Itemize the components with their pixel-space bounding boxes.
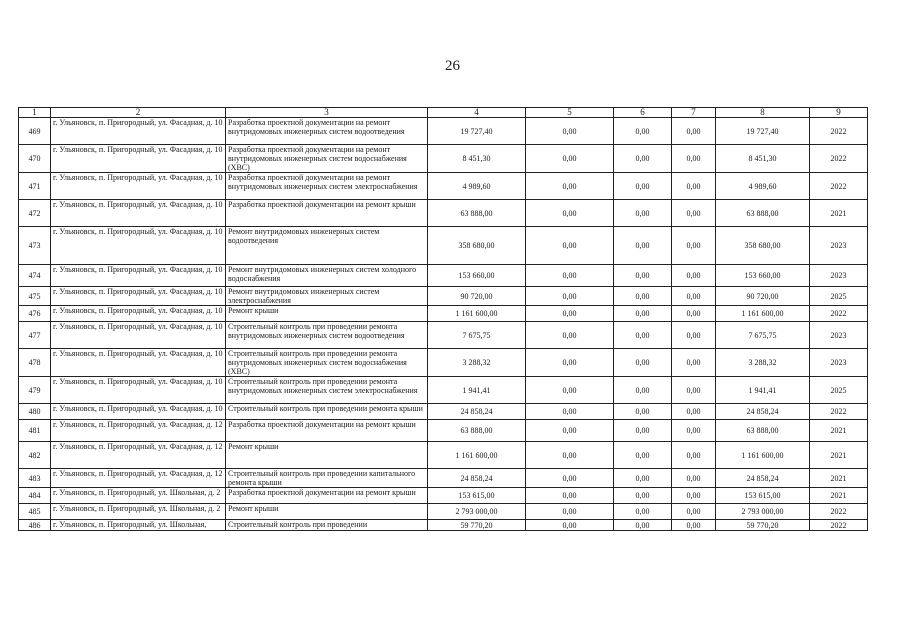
value-cell-7: 0,00 — [672, 469, 716, 488]
owner-funds-cell: 24 858,24 — [716, 404, 810, 420]
total-cost-cell: 90 720,00 — [428, 287, 526, 306]
owner-funds-cell: 153 660,00 — [716, 265, 810, 287]
total-cost-cell: 24 858,24 — [428, 469, 526, 488]
total-cost-cell: 1 161 600,00 — [428, 306, 526, 322]
value-cell-6: 0,00 — [614, 420, 672, 442]
column-header: 3 — [226, 108, 428, 118]
table-row — [19, 520, 868, 531]
value-cell-5: 0,00 — [526, 145, 614, 173]
value-cell-5: 0,00 — [526, 306, 614, 322]
row-number: 477 — [19, 322, 51, 349]
year-cell: 2023 — [810, 265, 868, 287]
value-cell-5: 0,00 — [526, 504, 614, 520]
year-cell: 2021 — [810, 420, 868, 442]
work-type-cell: Строительный контроль при проведении ремонта внутридомовых инженерных систем водоснабжения (ХВС) — [226, 349, 428, 377]
total-cost-cell: 1 161 600,00 — [428, 442, 526, 469]
row-number: 476 — [19, 306, 51, 322]
column-header: 2 — [51, 108, 226, 118]
year-cell: 2021 — [810, 488, 868, 504]
value-cell-6: 0,00 — [614, 442, 672, 469]
row-number: 486 — [19, 520, 51, 531]
value-cell-6: 0,00 — [614, 200, 672, 227]
value-cell-7: 0,00 — [672, 504, 716, 520]
row-number: 483 — [19, 469, 51, 488]
row-number: 480 — [19, 404, 51, 420]
column-header: 6 — [614, 108, 672, 118]
value-cell-5: 0,00 — [526, 442, 614, 469]
value-cell-7: 0,00 — [672, 420, 716, 442]
row-number: 484 — [19, 488, 51, 504]
value-cell-5: 0,00 — [526, 265, 614, 287]
total-cost-cell: 153 615,00 — [428, 488, 526, 504]
value-cell-7: 0,00 — [672, 145, 716, 173]
year-cell: 2022 — [810, 145, 868, 173]
year-cell: 2022 — [810, 173, 868, 200]
total-cost-cell: 24 858,24 — [428, 404, 526, 420]
work-type-cell: Строительный контроль при проведении ремонта внутридомовых инженерных систем водоотведения — [226, 322, 428, 349]
column-header: 4 — [428, 108, 526, 118]
value-cell-6: 0,00 — [614, 173, 672, 200]
year-cell: 2022 — [810, 404, 868, 420]
owner-funds-cell: 4 989,60 — [716, 173, 810, 200]
address-cell: г. Ульяновск, п. Пригородный, ул. Фасадная, д. 12 — [51, 469, 226, 488]
table-row — [19, 377, 868, 404]
value-cell-7: 0,00 — [672, 442, 716, 469]
value-cell-7: 0,00 — [672, 227, 716, 265]
table-row — [19, 265, 868, 287]
value-cell-7: 0,00 — [672, 322, 716, 349]
owner-funds-cell: 1 941,41 — [716, 377, 810, 404]
table-row — [19, 504, 868, 520]
table-row — [19, 469, 868, 488]
year-cell: 2022 — [810, 520, 868, 531]
total-cost-cell: 2 793 000,00 — [428, 504, 526, 520]
work-type-cell: Разработка проектной документации на ремонт внутридомовых инженерных систем водоснабжения (ХВС) — [226, 145, 428, 173]
address-cell: г. Ульяновск, п. Пригородный, ул. Фасадная, д. 10 — [51, 377, 226, 404]
column-number-row — [19, 108, 868, 118]
value-cell-5: 0,00 — [526, 322, 614, 349]
value-cell-5: 0,00 — [526, 118, 614, 145]
address-cell: г. Ульяновск, п. Пригородный, ул. Фасадная, д. 12 — [51, 420, 226, 442]
column-header: 8 — [716, 108, 810, 118]
work-type-cell: Строительный контроль при проведении ремонта внутридомовых инженерных систем электроснабжения — [226, 377, 428, 404]
column-header: 1 — [19, 108, 51, 118]
address-cell: г. Ульяновск, п. Пригородный, ул. Фасадная, д. 10 — [51, 118, 226, 145]
owner-funds-cell: 63 888,00 — [716, 200, 810, 227]
year-cell: 2022 — [810, 118, 868, 145]
value-cell-7: 0,00 — [672, 173, 716, 200]
value-cell-6: 0,00 — [614, 520, 672, 531]
owner-funds-cell: 3 288,32 — [716, 349, 810, 377]
value-cell-5: 0,00 — [526, 469, 614, 488]
value-cell-6: 0,00 — [614, 227, 672, 265]
table-row — [19, 200, 868, 227]
value-cell-5: 0,00 — [526, 287, 614, 306]
table-row — [19, 227, 868, 265]
total-cost-cell: 4 989,60 — [428, 173, 526, 200]
table-row — [19, 173, 868, 200]
value-cell-6: 0,00 — [614, 265, 672, 287]
column-header: 5 — [526, 108, 614, 118]
work-type-cell: Разработка проектной документации на ремонт крыши — [226, 420, 428, 442]
work-type-cell: Разработка проектной документации на ремонт внутридомовых инженерных систем электроснабжения — [226, 173, 428, 200]
value-cell-7: 0,00 — [672, 287, 716, 306]
owner-funds-cell: 1 161 600,00 — [716, 442, 810, 469]
address-cell: г. Ульяновск, п. Пригородный, ул. Школьная, д. 2 — [51, 488, 226, 504]
value-cell-6: 0,00 — [614, 118, 672, 145]
work-type-cell: Ремонт крыши — [226, 442, 428, 469]
row-number: 473 — [19, 227, 51, 265]
address-cell: г. Ульяновск, п. Пригородный, ул. Фасадная, д. 10 — [51, 145, 226, 173]
year-cell: 2023 — [810, 349, 868, 377]
total-cost-cell: 8 451,30 — [428, 145, 526, 173]
address-cell: г. Ульяновск, п. Пригородный, ул. Фасадная, д. 10 — [51, 306, 226, 322]
total-cost-cell: 153 660,00 — [428, 265, 526, 287]
owner-funds-cell: 59 770,20 — [716, 520, 810, 531]
owner-funds-cell: 2 793 000,00 — [716, 504, 810, 520]
total-cost-cell: 63 888,00 — [428, 420, 526, 442]
row-number: 478 — [19, 349, 51, 377]
table-row — [19, 349, 868, 377]
value-cell-6: 0,00 — [614, 488, 672, 504]
table-row — [19, 287, 868, 306]
owner-funds-cell: 24 858,24 — [716, 469, 810, 488]
value-cell-7: 0,00 — [672, 377, 716, 404]
row-number: 469 — [19, 118, 51, 145]
year-cell: 2021 — [810, 469, 868, 488]
total-cost-cell: 3 288,32 — [428, 349, 526, 377]
value-cell-6: 0,00 — [614, 469, 672, 488]
value-cell-6: 0,00 — [614, 322, 672, 349]
value-cell-5: 0,00 — [526, 173, 614, 200]
address-cell: г. Ульяновск, п. Пригородный, ул. Фасадная, д. 10 — [51, 349, 226, 377]
value-cell-7: 0,00 — [672, 118, 716, 145]
value-cell-7: 0,00 — [672, 488, 716, 504]
value-cell-7: 0,00 — [672, 520, 716, 531]
value-cell-5: 0,00 — [526, 420, 614, 442]
value-cell-5: 0,00 — [526, 520, 614, 531]
value-cell-5: 0,00 — [526, 349, 614, 377]
value-cell-7: 0,00 — [672, 349, 716, 377]
work-type-cell: Разработка проектной документации на ремонт крыши — [226, 488, 428, 504]
value-cell-7: 0,00 — [672, 265, 716, 287]
table-row — [19, 488, 868, 504]
column-header: 9 — [810, 108, 868, 118]
value-cell-7: 0,00 — [672, 200, 716, 227]
table-row — [19, 145, 868, 173]
row-number: 475 — [19, 287, 51, 306]
value-cell-5: 0,00 — [526, 227, 614, 265]
value-cell-6: 0,00 — [614, 287, 672, 306]
work-type-cell: Строительный контроль при проведении ремонта крыши — [226, 404, 428, 420]
work-type-cell: Ремонт крыши — [226, 504, 428, 520]
year-cell: 2025 — [810, 287, 868, 306]
address-cell: г. Ульяновск, п. Пригородный, ул. Фасадная, д. 12 — [51, 442, 226, 469]
table-row — [19, 420, 868, 442]
value-cell-6: 0,00 — [614, 404, 672, 420]
row-number: 470 — [19, 145, 51, 173]
owner-funds-cell: 7 675,75 — [716, 322, 810, 349]
value-cell-7: 0,00 — [672, 404, 716, 420]
total-cost-cell: 358 680,00 — [428, 227, 526, 265]
capital-repair-table — [18, 107, 868, 531]
owner-funds-cell: 358 680,00 — [716, 227, 810, 265]
table-row — [19, 306, 868, 322]
year-cell: 2022 — [810, 306, 868, 322]
column-header: 7 — [672, 108, 716, 118]
address-cell: г. Ульяновск, п. Пригородный, ул. Фасадная, д. 10 — [51, 287, 226, 306]
value-cell-6: 0,00 — [614, 145, 672, 173]
row-number: 481 — [19, 420, 51, 442]
work-type-cell: Разработка проектной документации на ремонт внутридомовых инженерных систем водоотведения — [226, 118, 428, 145]
table-row — [19, 404, 868, 420]
work-type-cell: Ремонт крыши — [226, 306, 428, 322]
year-cell: 2022 — [810, 504, 868, 520]
owner-funds-cell: 8 451,30 — [716, 145, 810, 173]
total-cost-cell: 19 727,40 — [428, 118, 526, 145]
year-cell: 2025 — [810, 377, 868, 404]
table-row — [19, 442, 868, 469]
year-cell: 2023 — [810, 227, 868, 265]
work-type-cell: Разработка проектной документации на ремонт крыши — [226, 200, 428, 227]
value-cell-5: 0,00 — [526, 404, 614, 420]
address-cell: г. Ульяновск, п. Пригородный, ул. Фасадная, д. 10 — [51, 173, 226, 200]
work-type-cell: Строительный контроль при проведении — [226, 520, 428, 531]
year-cell: 2023 — [810, 322, 868, 349]
owner-funds-cell: 1 161 600,00 — [716, 306, 810, 322]
value-cell-6: 0,00 — [614, 377, 672, 404]
address-cell: г. Ульяновск, п. Пригородный, ул. Фасадная, д. 10 — [51, 322, 226, 349]
year-cell: 2021 — [810, 442, 868, 469]
table-row — [19, 118, 868, 145]
row-number: 482 — [19, 442, 51, 469]
row-number: 485 — [19, 504, 51, 520]
row-number: 479 — [19, 377, 51, 404]
address-cell: г. Ульяновск, п. Пригородный, ул. Фасадная, д. 10 — [51, 265, 226, 287]
owner-funds-cell: 19 727,40 — [716, 118, 810, 145]
work-type-cell: Строительный контроль при проведении капитального ремонта крыши — [226, 469, 428, 488]
year-cell: 2021 — [810, 200, 868, 227]
value-cell-5: 0,00 — [526, 488, 614, 504]
table-row — [19, 322, 868, 349]
value-cell-6: 0,00 — [614, 349, 672, 377]
address-cell: г. Ульяновск, п. Пригородный, ул. Фасадная, д. 10 — [51, 404, 226, 420]
address-cell: г. Ульяновск, п. Пригородный, ул. Школьная, — [51, 520, 226, 531]
total-cost-cell: 59 770,20 — [428, 520, 526, 531]
page-number: 26 — [445, 58, 460, 74]
work-type-cell: Ремонт внутридомовых инженерных систем холодного водоснабжения — [226, 265, 428, 287]
value-cell-7: 0,00 — [672, 306, 716, 322]
row-number: 471 — [19, 173, 51, 200]
address-cell: г. Ульяновск, п. Пригородный, ул. Фасадная, д. 10 — [51, 200, 226, 227]
work-type-cell: Ремонт внутридомовых инженерных систем водоотведения — [226, 227, 428, 265]
row-number: 472 — [19, 200, 51, 227]
address-cell: г. Ульяновск, п. Пригородный, ул. Фасадная, д. 10 — [51, 227, 226, 265]
owner-funds-cell: 63 888,00 — [716, 420, 810, 442]
owner-funds-cell: 90 720,00 — [716, 287, 810, 306]
total-cost-cell: 63 888,00 — [428, 200, 526, 227]
total-cost-cell: 1 941,41 — [428, 377, 526, 404]
address-cell: г. Ульяновск, п. Пригородный, ул. Школьная, д. 2 — [51, 504, 226, 520]
work-type-cell: Ремонт внутридомовых инженерных систем электроснабжения — [226, 287, 428, 306]
owner-funds-cell: 153 615,00 — [716, 488, 810, 504]
value-cell-6: 0,00 — [614, 306, 672, 322]
value-cell-6: 0,00 — [614, 504, 672, 520]
row-number: 474 — [19, 265, 51, 287]
total-cost-cell: 7 675,75 — [428, 322, 526, 349]
value-cell-5: 0,00 — [526, 200, 614, 227]
value-cell-5: 0,00 — [526, 377, 614, 404]
